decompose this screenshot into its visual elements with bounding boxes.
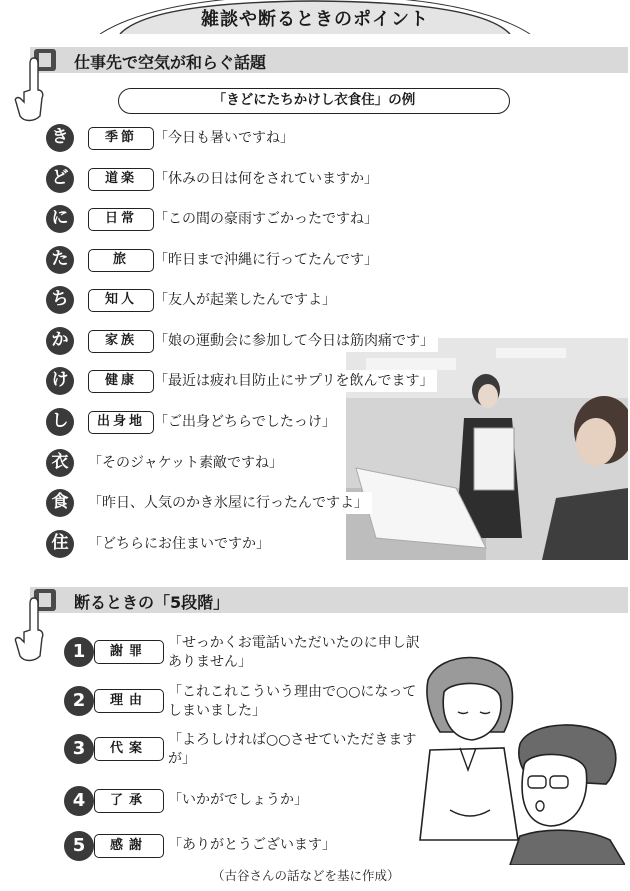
topic-tag: 季節 — [88, 127, 154, 150]
topic-initial: 食 — [46, 489, 74, 517]
step-text: 「ありがとうございます」 — [168, 837, 336, 853]
topic-quote: 「どちらにお住まいですか」 — [88, 533, 274, 555]
source-note: （古谷さんの話などを基に作成） — [212, 868, 400, 883]
topic-initial: し — [46, 408, 74, 436]
pointing-finger-icon — [12, 596, 46, 666]
topic-tag: 健康 — [88, 370, 154, 393]
step-text: 「せっかくお電話いただいたのに申し訳ありません」 — [168, 635, 420, 670]
step-number: 5 — [64, 831, 94, 861]
topic-quote: 「ご出身どちらでしたっけ」 — [154, 411, 340, 433]
topic-tag: 旅 — [88, 249, 154, 272]
step-number: 1 — [64, 637, 94, 667]
pointing-finger-icon — [12, 56, 46, 126]
step-tag: 感謝 — [94, 834, 164, 858]
step-number: 3 — [64, 734, 94, 764]
topic-initial: 住 — [46, 530, 74, 558]
title-banner — [0, 0, 630, 34]
step-tag: 代案 — [94, 737, 164, 761]
topic-initial: た — [46, 246, 74, 274]
topic-tag: 知人 — [88, 289, 154, 312]
topic-initial: け — [46, 367, 74, 395]
topic-tag: 出身地 — [88, 411, 154, 434]
topic-initial: か — [46, 327, 74, 355]
topic-initial: に — [46, 205, 74, 233]
topic-quote: 「昨日、人気のかき氷屋に行ったんですよ」 — [88, 492, 372, 514]
step-number: 4 — [64, 786, 94, 816]
page-title: 雑談や断るときのポイント — [201, 9, 429, 30]
topic-quote: 「この間の豪雨すごかったですね」 — [154, 211, 378, 227]
topic-initial: き — [46, 124, 74, 152]
step-tag: 了承 — [94, 789, 164, 813]
topic-quote: 「娘の運動会に参加して今日は筋肉痛です」 — [154, 330, 438, 352]
step-text: 「よろしければ○○させていただきますが」 — [168, 732, 417, 767]
step-number: 2 — [64, 686, 94, 716]
topic-initial: ど — [46, 165, 74, 193]
topic-initial: 衣 — [46, 449, 74, 477]
step-text: 「いかがでしょうか」 — [168, 792, 308, 808]
topic-tag: 道楽 — [88, 168, 154, 191]
section2-heading: 断るときの「5段階」 — [74, 593, 230, 612]
topic-quote: 「最近は疲れ目防止にサプリを飲んでます」 — [154, 370, 437, 392]
section1-header — [30, 47, 628, 73]
topic-initial: ち — [46, 286, 74, 314]
section1-heading: 仕事先で空気が和らぐ話題 — [74, 53, 267, 72]
section2-header — [30, 587, 628, 613]
step-text: 「これこれこういう理由で○○になってしまいました」 — [168, 684, 417, 719]
topic-quote: 「今日も暑いですね」 — [154, 130, 294, 146]
step-tag: 理由 — [94, 689, 164, 713]
topic-quote: 「そのジャケット素敵ですね」 — [88, 452, 287, 474]
topic-tag: 日常 — [88, 208, 154, 231]
topic-subtitle: 「きどにたちかけし衣食住」の例 — [118, 88, 510, 114]
topic-quote: 「休みの日は何をされていますか」 — [154, 171, 378, 187]
topic-quote: 「友人が起業したんですよ」 — [154, 292, 336, 308]
step-tag: 謝罪 — [94, 640, 164, 664]
topic-tag: 家族 — [88, 330, 154, 353]
topic-quote: 「昨日まで沖縄に行ってたんです」 — [154, 252, 378, 268]
bowing-people-illustration — [400, 640, 625, 865]
